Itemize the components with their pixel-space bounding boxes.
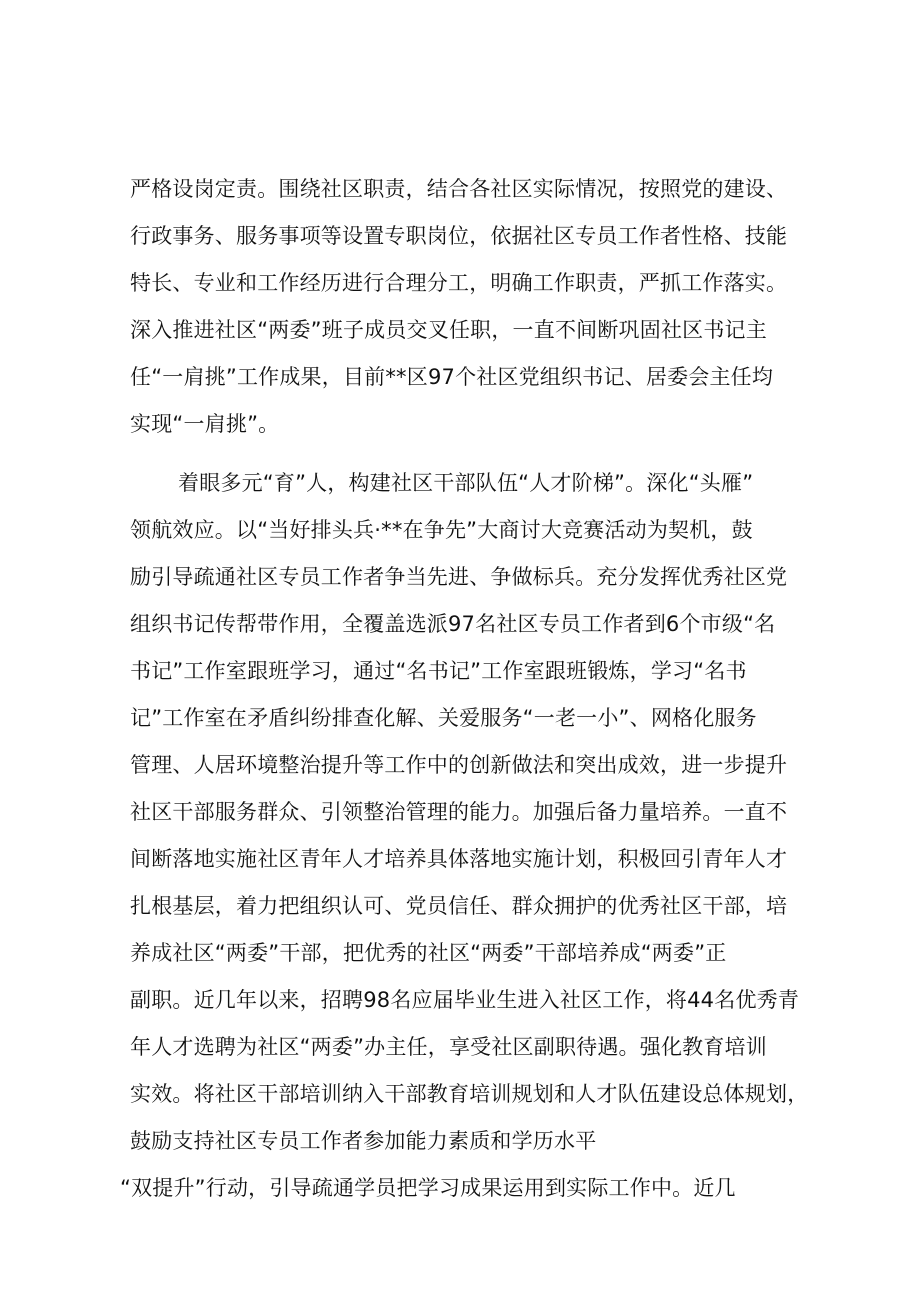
text-line: 任“一肩挑”工作成果，目前**区97个社区党组织书记、居委会主任均: [130, 365, 774, 389]
text-line: 特长、专业和工作经历进行合理分工，明确工作职责，严抓工作落实。: [130, 271, 788, 295]
paragraph-first-line: 着眼多元“育”人，构建社区干部队伍“人才阶梯”。深化“头雁”: [178, 471, 754, 495]
text-line: 领航效应。以“当好排头兵·**在争先”大商讨大竞赛活动为契机，鼓: [130, 518, 753, 542]
text-line: 管理、人居环境整治提升等工作中的创新做法和突出成效，进一步提升: [130, 753, 788, 777]
text-line: 组织书记传帮带作用，全覆盖选派97名社区专员工作者到6个市级“名: [130, 612, 776, 636]
text-line: 严格设岗定责。围绕社区职责，结合各社区实际情况，按照党的建设、: [130, 177, 788, 201]
text-line: 年人才选聘为社区“两委”办主任，享受社区副职待遇。强化教育培训: [130, 1035, 767, 1059]
text-line: 深入推进社区“两委”班子成员交叉任职，一直不间断巩固社区书记主: [130, 318, 767, 342]
text-line: 行政事务、服务事项等设置专职岗位，依据社区专员工作者性格、技能: [130, 224, 788, 248]
text-line: 副职。近几年以来，招聘98名应届毕业生进入社区工作，将44名优秀青: [130, 988, 800, 1012]
text-line: 鼓励支持社区专员工作者参加能力素质和学历水平: [130, 1129, 597, 1153]
text-line: 扎根基层，着力把组织认可、党员信任、群众拥护的优秀社区干部，培: [130, 894, 788, 918]
text-line: 书记”工作室跟班学习，通过“名书记”工作室跟班锻炼，学习“名书: [130, 659, 747, 683]
text-line: 励引导疏通社区专员工作者争当先进、争做标兵。充分发挥优秀社区党: [130, 565, 788, 589]
text-line: 社区干部服务群众、引领整治管理的能力。加强后备力量培养。一直不: [130, 800, 788, 824]
text-line: 实现“一肩挑”。: [130, 412, 280, 436]
text-line: 养成社区“两委”干部，把优秀的社区“两委”干部培养成“两委”正: [130, 941, 727, 965]
text-line: 实效。将社区干部培训纳入干部教育培训规划和人才队伍建设总体规划，: [130, 1082, 809, 1106]
text-line: 间断落地实施社区青年人才培养具体落地实施计划，积极回引青年人才: [130, 847, 788, 871]
text-line: “双提升”行动，引导疏通学员把学习成果运用到实际工作中。近几: [120, 1176, 736, 1200]
text-line: 记”工作室在矛盾纠纷排查化解、关爱服务“一老一小”、网格化服务: [130, 706, 757, 730]
